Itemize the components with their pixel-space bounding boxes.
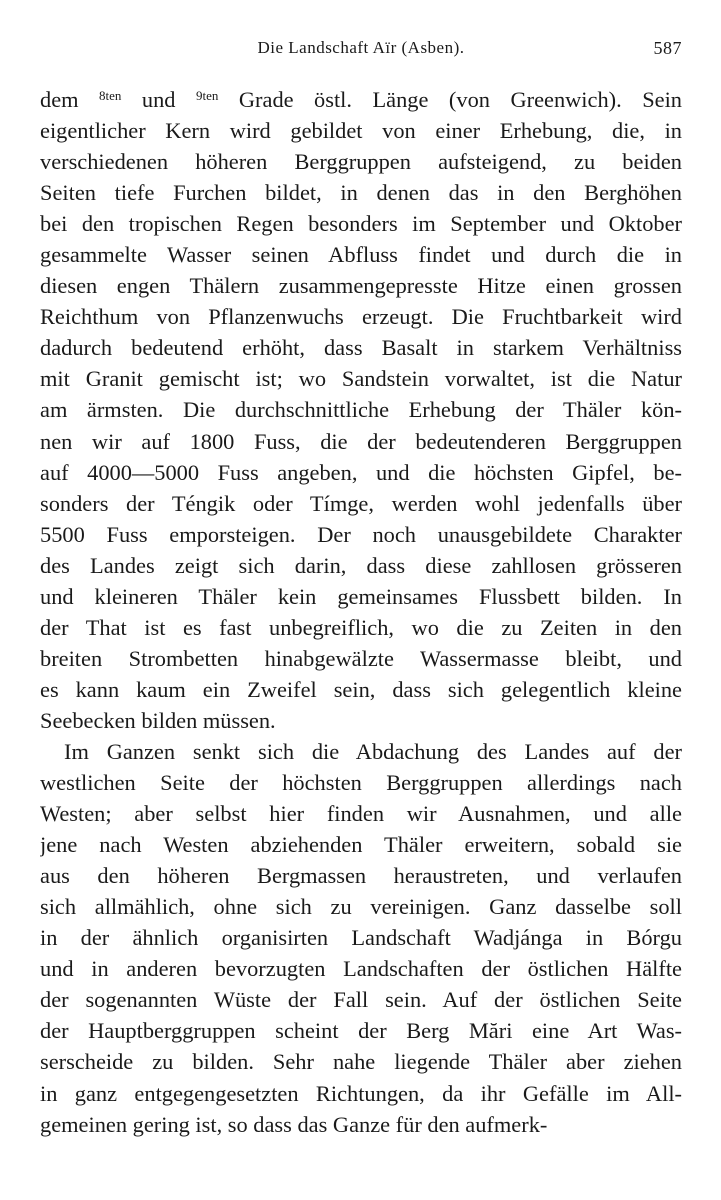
text-line: und in anderen bevorzugten Landschaften der östlichen Hälfte	[40, 956, 682, 982]
text-line: aus den höheren Bergmassen heraustreten, und verlaufen	[40, 863, 682, 889]
text-line: in der ähnlich organisirten Landschaft Wadjánga in Bórgu	[40, 925, 682, 951]
text-line: westlichen Seite der höchsten Berggruppen allerdings nach	[40, 770, 682, 796]
text-line: jene nach Westen abziehenden Thäler erweitern, sobald sie	[40, 832, 682, 858]
text-line: mit Granit gemischt ist; wo Sandstein vorwaltet, ist die Natur	[40, 366, 682, 392]
text-line: Seebecken bilden müssen.	[40, 707, 276, 733]
text-line: es kann kaum ein Zweifel sein, dass sich gelegentlich kleine	[40, 676, 682, 702]
text-line: des Landes zeigt sich darin, dass diese zahllosen grösseren	[40, 552, 682, 578]
text-line: Reichthum von Pflanzenwuchs erzeugt. Die Fruchtbarkeit wird	[40, 304, 682, 330]
text-line: Im Ganzen senkt sich die Abdachung des Landes auf der	[64, 738, 682, 764]
text-line: gesammelte Wasser seinen Abfluss findet und durch die in	[40, 242, 682, 268]
text-line: nen wir auf 1800 Fuss, die der bedeutenderen Berggruppen	[40, 428, 682, 454]
running-title: Die Landschaft Aïr (Asben).	[257, 38, 465, 57]
text-line: Westen; aber selbst hier finden wir Ausnahmen, und alle	[40, 801, 682, 827]
text-line: sich allmählich, ohne sich zu vereinigen. Ganz dasselbe soll	[40, 894, 682, 920]
running-head	[40, 38, 682, 62]
text-line: verschiedenen höheren Berggruppen aufsteigend, zu beiden	[40, 149, 682, 175]
text-line: 5500 Fuss emporsteigen. Der noch unausgebildete Charakter	[40, 521, 682, 547]
paragraph	[40, 736, 682, 1140]
text-line: der sogenannten Wüste der Fall sein. Auf der östlichen Seite	[40, 987, 682, 1013]
paragraph	[40, 84, 682, 736]
text-line: gemeinen gering ist, so dass das Ganze für den aufmerk-	[40, 1111, 548, 1137]
text-line: dem $^{8ten}$ und $^{9ten}$ Grade östl. Länge (von Greenwich). Sein	[40, 87, 682, 112]
text-line: eigentlicher Kern wird gebildet von einer Erhebung, die, in	[40, 118, 682, 144]
text-line: am ärmsten. Die durchschnittliche Erhebung der Thäler kön-	[40, 397, 682, 423]
text-line: auf 4000—5000 Fuss angeben, und die höchsten Gipfel, be-	[40, 459, 682, 485]
text-line: bei den tropischen Regen besonders im September und Oktober	[40, 211, 682, 237]
text-line: der Hauptberggruppen scheint der Berg Mări eine Art Was-	[40, 1018, 682, 1044]
text-line: und kleineren Thäler kein gemeinsames Flussbett bilden. In	[40, 583, 682, 609]
text-line: in ganz entgegengesetzten Richtungen, da ihr Gefälle im All-	[40, 1080, 682, 1106]
text-line: serscheide zu bilden. Sehr nahe liegende Thäler aber ziehen	[40, 1049, 682, 1075]
text-line: der That ist es fast unbegreiflich, wo die zu Zeiten in den	[40, 614, 682, 640]
text-line: diesen engen Thälern zusammengepresste Hitze einen grossen	[40, 273, 682, 299]
ordinal-superscript: 8ten	[99, 88, 122, 103]
page-number: 587	[653, 38, 682, 58]
body-text	[40, 84, 682, 1140]
ordinal-superscript: 9ten	[196, 88, 219, 103]
text-line: Seiten tiefe Furchen bildet, in denen das in den Berghöhen	[40, 180, 682, 206]
text-line: breiten Strombetten hinabgewälzte Wassermasse bleibt, und	[40, 645, 682, 671]
text-line: dadurch bedeutend erhöht, dass Basalt in starkem Verhältniss	[40, 335, 682, 361]
text-line: sonders der Téngik oder Tímge, werden wohl jedenfalls über	[40, 490, 682, 516]
